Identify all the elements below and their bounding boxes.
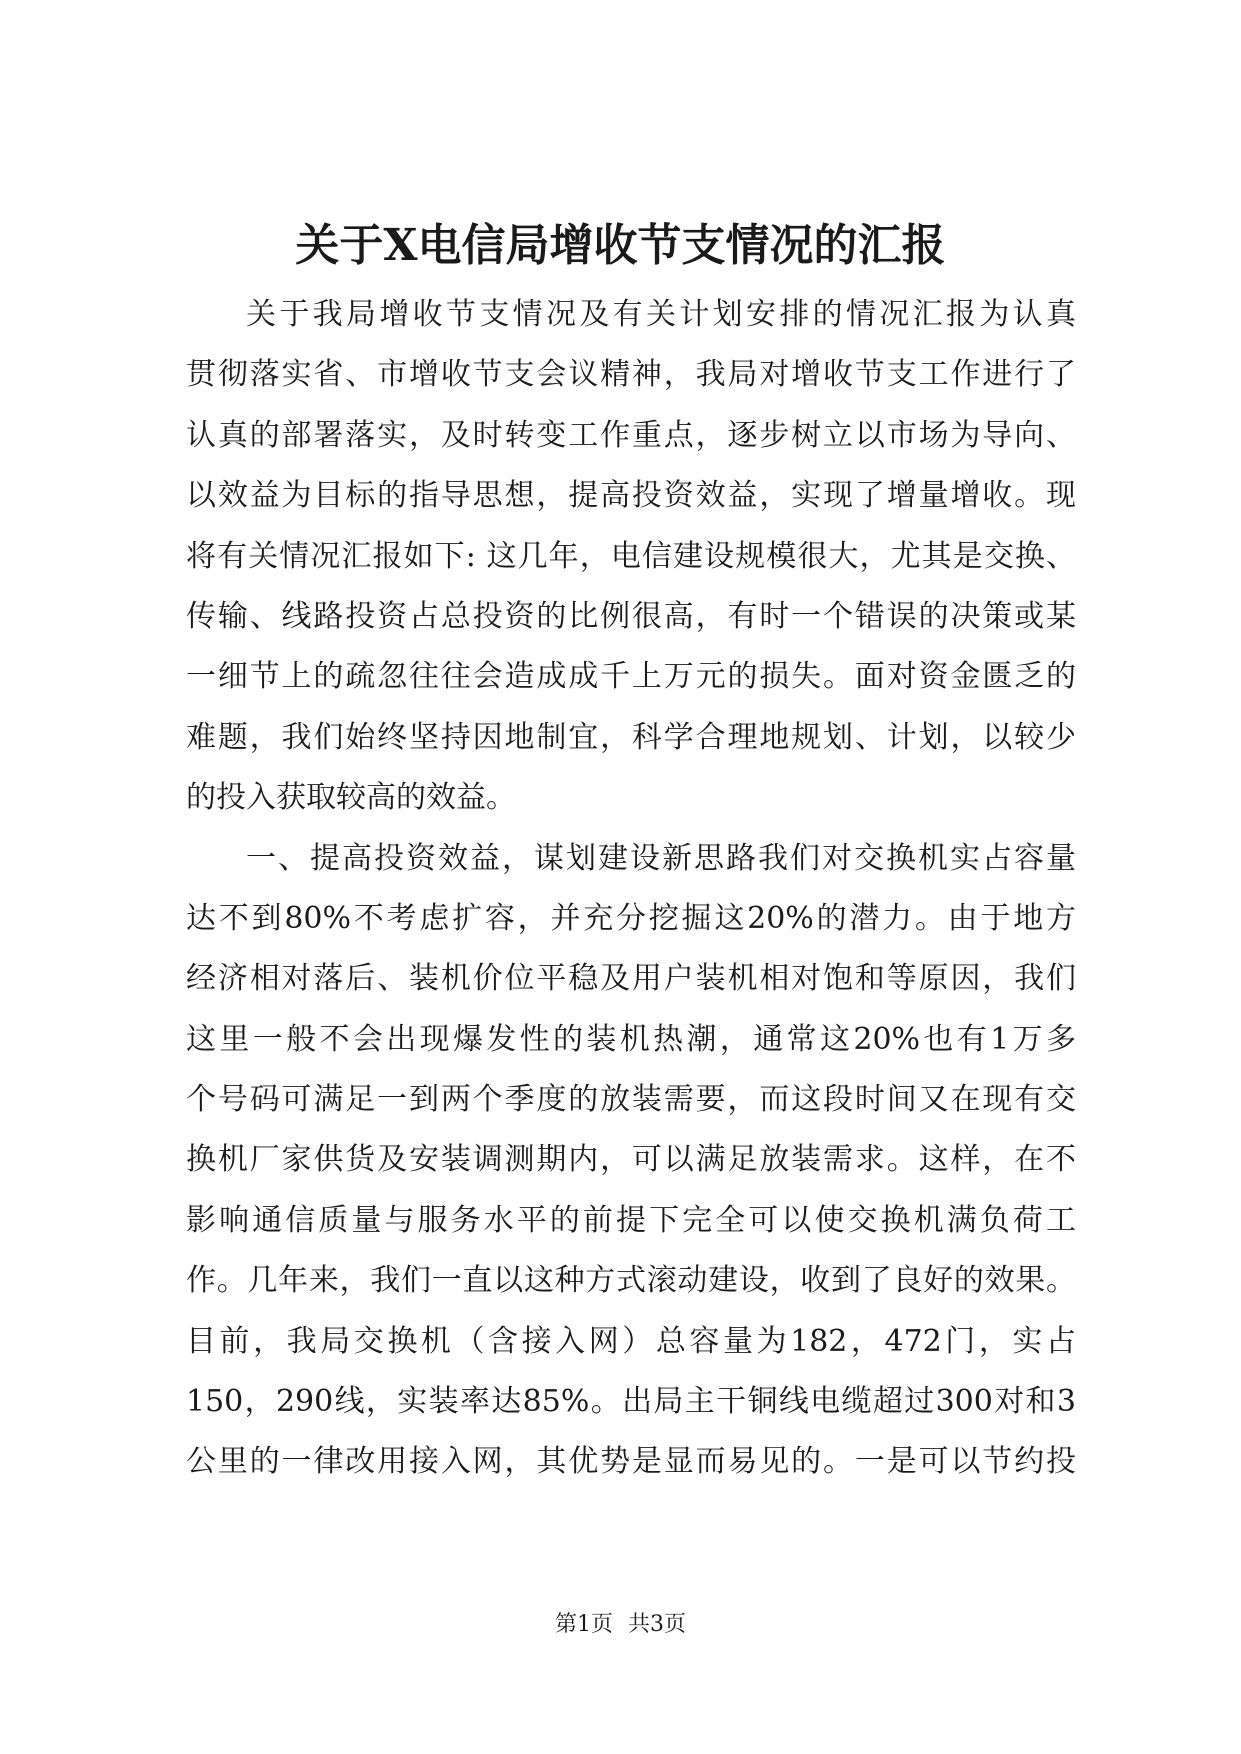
text-line: 150，290线，实装率达85%。出局主干铜线电缆超过300对和3 xyxy=(186,1384,1076,1420)
document-title: 关于X电信局增收节支情况的汇报 xyxy=(295,220,946,271)
text-line: 以效益为目标的指导思想，提高投资效益，实现了增量增收。现 xyxy=(186,478,1076,514)
document-body xyxy=(186,285,1076,1493)
text-line: 关于我局增收节支情况及有关计划安排的情况汇报为认真 xyxy=(246,297,1076,332)
text-line: 影响通信质量与服务水平的前提下完全可以使交换机满负荷工 xyxy=(186,1202,1076,1238)
text-line: 将有关情况汇报如下: 这几年，电信建设规模很大，尤其是交换、 xyxy=(186,538,1076,574)
text-line: 换机厂家供货及安装调测期内，可以满足放装需求。这样，在不 xyxy=(186,1142,1076,1178)
text-line: 难题，我们始终坚持因地制宜，科学合理地规划、计划，以较少 xyxy=(186,719,1076,755)
text-line: 一、提高投资效益，谋划建设新思路我们对交换机实占容量 xyxy=(246,840,1076,876)
page-number: 第1页 xyxy=(555,1612,613,1637)
text-line: 公里的一律改用接入网，其优势是显而易见的。一是可以节约投 xyxy=(186,1444,1076,1480)
text-line: 作。几年来，我们一直以这种方式滚动建设，收到了良好的效果。 xyxy=(186,1263,1076,1299)
text-line: 的投入获取较高的效益。 xyxy=(186,780,516,816)
page-total: 共3页 xyxy=(628,1612,686,1637)
paragraph-1 xyxy=(186,285,1076,829)
page-footer xyxy=(0,1610,1241,1640)
text-line: 达不到80%不考虑扩容，并充分挖掘这20%的潜力。由于地方 xyxy=(186,900,1076,936)
text-line: 经济相对落后、装机价位平稳及用户装机相对饱和等原因，我们 xyxy=(186,961,1076,997)
text-line: 一细节上的疏忽往往会造成成千上万元的损失。面对资金匮乏的 xyxy=(186,659,1076,695)
paragraph-2 xyxy=(186,829,1076,1493)
text-line: 这里一般不会出现爆发性的装机热潮，通常这20%也有1万多 xyxy=(186,1021,1076,1057)
text-line: 认真的部署落实，及时转变工作重点，逐步树立以市场为导向、 xyxy=(186,417,1076,453)
text-line: 个号码可满足一到两个季度的放装需要，而这段时间又在现有交 xyxy=(186,1082,1076,1118)
text-line: 贯彻落实省、市增收节支会议精神，我局对增收节支工作进行了 xyxy=(186,357,1076,393)
text-line: 传输、线路投资占总投资的比例很高，有时一个错误的决策或某 xyxy=(186,598,1076,634)
text-line: 目前，我局交换机（含接入网）总容量为182，472门，实占 xyxy=(186,1323,1076,1359)
